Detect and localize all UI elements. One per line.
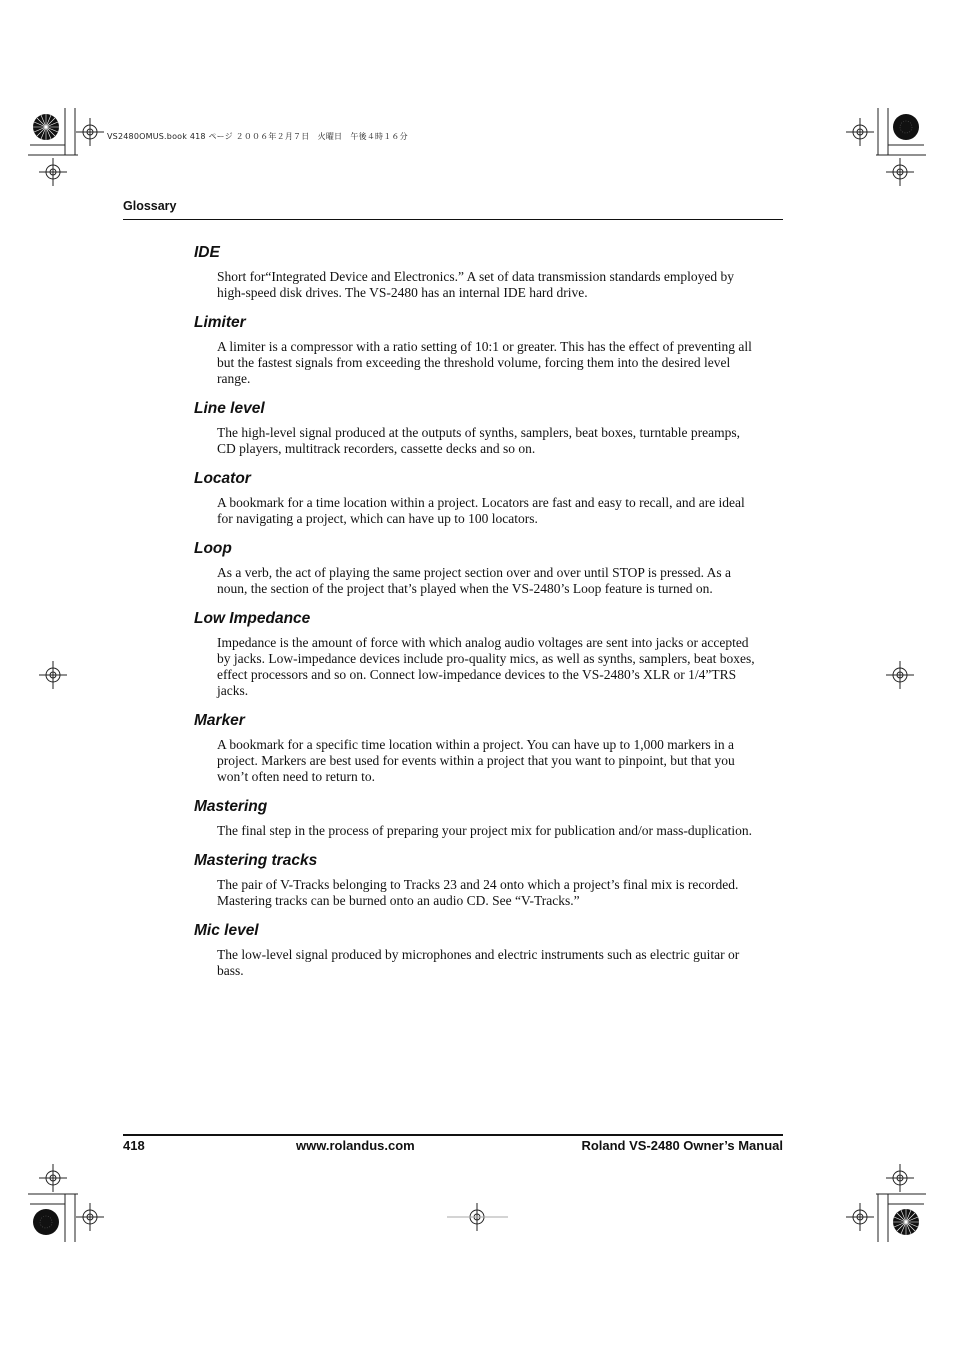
print-header: VS2480OMUS.book 418 ページ ２００６年２月７日 火曜日 午後４時１６分	[107, 132, 408, 141]
entry-term: Limiter	[194, 314, 246, 331]
registration-mark	[846, 1203, 874, 1231]
entry-definition: Short for“Integrated Device and Electronics.” A set of data transmission standards employed by high-speed disk drives. The VS-2480 has an internal IDE hard drive.	[217, 269, 734, 300]
entry-term: Mic level	[194, 922, 259, 939]
registration-mark	[76, 1203, 104, 1231]
entry-definition: The pair of V-Tracks belonging to Tracks 23 and 24 onto which a project’s final mix is recorded. Mastering tracks can be burned onto an audio CD. See “V-Tracks.”	[217, 877, 739, 908]
entry-definition: As a verb, the act of playing the same project section over and over until STOP is pressed. As a noun, the section of the project that’s played when the VS-2480’s Loop feature is turned on.	[217, 565, 732, 596]
entry-definition: Impedance is the amount of force with which analog audio voltages are sent into jacks or accepted by jacks. Low-impedance devices include pro-quality mics, as well as synths, samplers, beat boxes, effect processors and so on. Connect low-impedance devices to the VS-2480’s XLR or 1/4”TRS jacks.	[217, 635, 755, 698]
entry-definition: A limiter is a compressor with a ratio setting of 10:1 or greater. This has the effect of preventing all but the fastest signals from exceeding the threshold volume, forcing them into the desired level range.	[217, 339, 752, 386]
registration-mark	[39, 1164, 67, 1192]
entry-definition: The final step in the process of preparing your project mix for publication and/or mass-duplication.	[217, 823, 752, 838]
entry-term: Loop	[194, 540, 232, 557]
entry-term: IDE	[194, 244, 220, 261]
dot-mark	[33, 1209, 59, 1235]
registration-mark	[39, 661, 67, 689]
entry-definition: A bookmark for a specific time location within a project. You can have up to 1,000 markers in a project. Markers are best used for events within a project that you want to pinpoint, but that you won’t often need to return to.	[217, 737, 735, 784]
entry-definition: A bookmark for a time location within a project. Locators are fast and easy to recall, and are ideal for navigating a project, which can have up to 100 locators.	[217, 495, 745, 526]
entry-term: Line level	[194, 400, 265, 417]
page-number: 418	[123, 1138, 145, 1153]
registration-mark	[76, 118, 104, 146]
footer-url: www.rolandus.com	[296, 1138, 415, 1153]
registration-mark	[886, 1164, 914, 1192]
registration-mark	[886, 158, 914, 186]
registration-mark	[39, 158, 67, 186]
entry-term: Low Impedance	[194, 610, 311, 627]
starburst-mark	[893, 1209, 919, 1235]
entry-definition: The low-level signal produced by microphones and electric instruments such as electric guitar or bass.	[217, 947, 740, 978]
entry-term: Locator	[194, 470, 251, 487]
running-head: Glossary	[123, 199, 177, 213]
registration-mark	[886, 661, 914, 689]
entry-definition: The high-level signal produced at the outputs of synths, samplers, beat boxes, turntable preamps, CD players, multitrack recorders, cassette decks and so on.	[217, 425, 740, 456]
entry-term: Marker	[194, 712, 245, 729]
starburst-mark	[33, 114, 59, 140]
registration-mark	[846, 118, 874, 146]
dot-mark	[893, 114, 919, 140]
entry-term: Mastering tracks	[194, 852, 318, 869]
footer-manual-title: Roland VS-2480 Owner’s Manual	[581, 1138, 783, 1153]
entry-term: Mastering	[194, 798, 268, 815]
